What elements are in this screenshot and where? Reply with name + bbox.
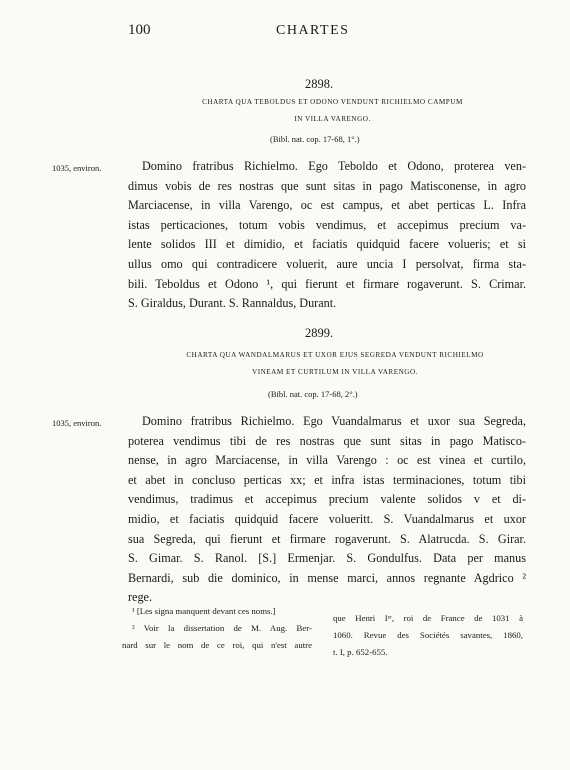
running-title: CHARTES — [276, 23, 350, 38]
margin-date: 1035, environ. — [52, 163, 102, 173]
text-line: istas perticaciones, totum vobis vendimus, et accepimus precium va- — [128, 217, 526, 232]
text-line: dimus vobis de res nostras que sunt sitas in pago Matisconense, in agro — [128, 178, 526, 193]
text-line: et abet in concluso perticas xx; et infra istas terminaciones, totum tibi — [128, 472, 526, 487]
text-line: Domino fratribus Richielmo. Ego Teboldo et Odono, proterea ven- — [142, 159, 526, 173]
footnote-line: 1060. Revue des Sociétés savantes, 1860, — [333, 630, 523, 640]
footnote-line: ¹ [Les signa manquent devant ces noms.] — [132, 606, 276, 616]
footnotes-left — [122, 603, 312, 654]
footnote-line: nard sur le nom de ce roi, qui n'est autre — [122, 640, 312, 650]
text-line: sua Segreda, qui fierunt et firmare rogaverunt. S. Alatrucda. S. Girar. — [128, 531, 526, 546]
text-line: nense, in agro Marciacense, in villa Varengo : oc est vinea et curtilo, — [128, 453, 526, 468]
text-line: poterea vendimus tibi de res nostras que sunt sitas in pago Matisco- — [128, 433, 526, 448]
text-line: midio, et faciatis quidquid facere volueritt. S. Vuandalmarus et uxor — [128, 511, 526, 526]
charter-title — [150, 347, 520, 381]
charter-text — [128, 157, 526, 314]
footnotes-right — [333, 610, 523, 661]
page-header — [128, 22, 440, 42]
text-line: S. Gimar. S. Ranol. [S.] Ermenjar. S. Gondulfus. Data per manus — [128, 551, 526, 566]
footnote-line: que Henri Iᵉʳ, roi de France de 1031 à — [333, 613, 523, 623]
charter-title-line: CHARTA QUA WANDALMARUS ET UXOR EJUS SEGREDA VENDUNT RICHIELMO — [186, 351, 484, 359]
charter-number: 2898. — [305, 77, 334, 91]
text-line: vendimus, tradimus et accepimus precium valente solidos v et di- — [128, 492, 526, 507]
source-reference: (Bibl. nat. cop. 17-68, 2°.) — [268, 389, 358, 399]
charter-text — [128, 412, 526, 608]
text-line: ullus omo qui contradicere voluerit, aure uncia I persolvat, firma sta- — [128, 256, 526, 271]
charter-number: 2899. — [305, 326, 334, 340]
page-number: 100 — [128, 22, 151, 38]
charter-title-line: CHARTA QUA TEBOLDUS ET ODONO VENDUNT RICHIELMO CAMPUM — [202, 98, 463, 106]
charter-title-line: VINEAM ET CURTILUM IN VILLA VARENGO. — [252, 368, 418, 376]
text-line: S. Giraldus, Durant. S. Rannaldus, Durant. — [128, 296, 337, 311]
charter-title-line: IN VILLA VARENGO. — [294, 115, 371, 123]
charter-title — [180, 94, 485, 128]
footnote-line: t. I, p. 652-655. — [333, 647, 388, 657]
text-line: Domino fratribus Richielmo. Ego Vuandalmarus et uxor sua Segreda, — [142, 414, 526, 428]
text-line: lente solidos III et dimidio, et faciatis quidquid facere volueris; et si — [128, 237, 526, 252]
footnote-line: ² Voir la dissertation de M. Aug. Ber- — [132, 623, 312, 633]
text-line: rege. — [128, 590, 153, 605]
source-reference: (Bibl. nat. cop. 17-68, 1°.) — [270, 134, 360, 144]
text-line: Bernardi, sub die dominico, in mense marci, annos regnante Agdrico ² — [128, 570, 526, 585]
text-line: Marciacense, in villa Varengo, oc est campus, et abet perticas L. Infra — [128, 198, 526, 213]
margin-date: 1035, environ. — [52, 418, 102, 428]
text-line: bili. Teboldus et Odono ¹, qui fierunt et firmare rogaverunt. S. Crimar. — [128, 276, 526, 291]
